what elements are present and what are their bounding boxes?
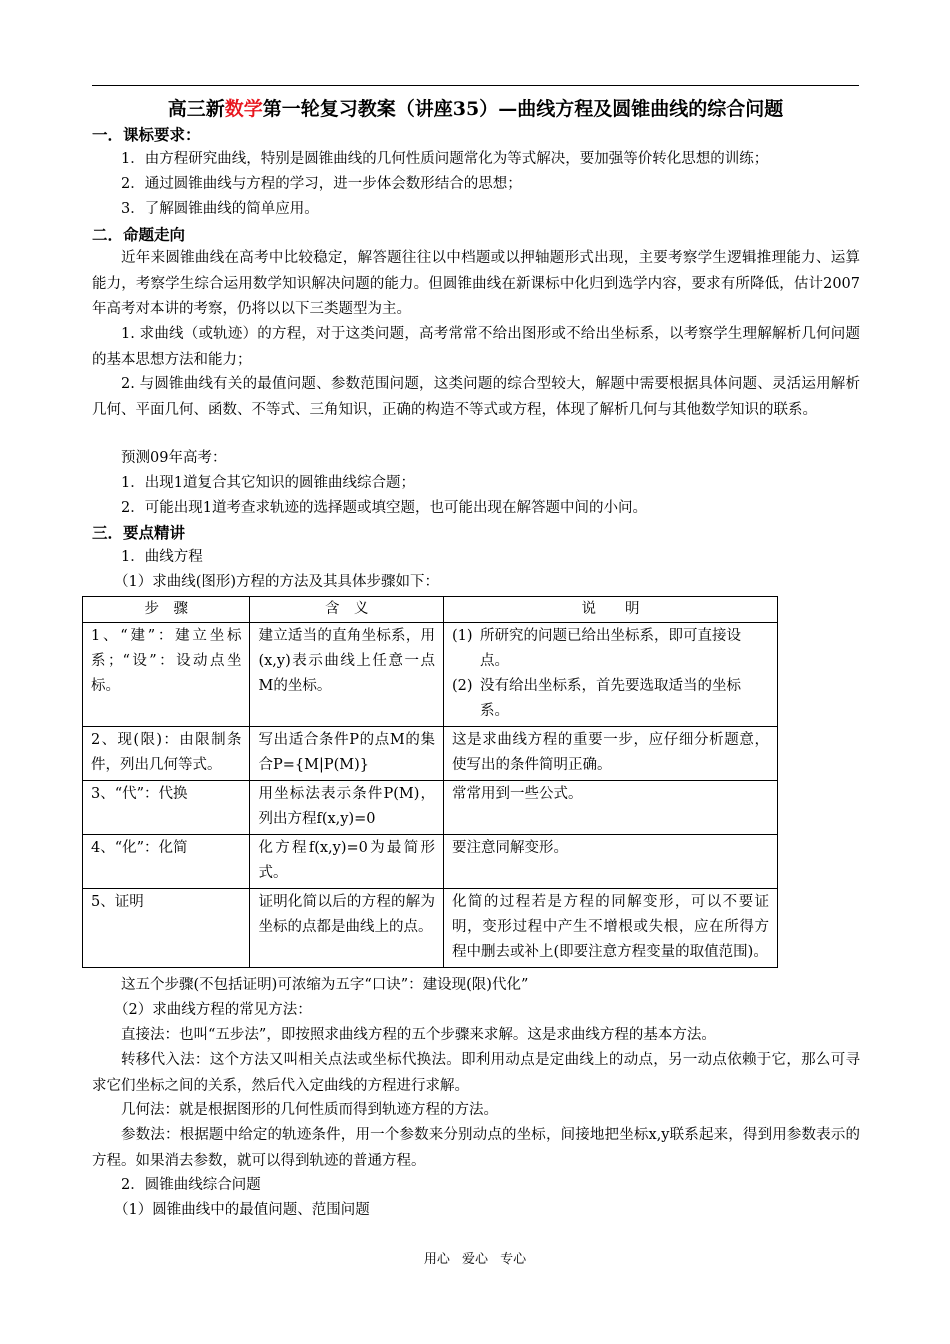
sec2-paragraph-5: 1．出现1道复合其它知识的圆锥曲线综合题； <box>121 475 415 491</box>
table-cell-notes: 要注意同解变形。 <box>444 835 778 889</box>
note-text: 没有给出坐标系，首先要选取适当的坐标系。 <box>480 678 742 719</box>
table-cell-notes: 化简的过程若是方程的同解变形，可以不要证明，变形过程中产生不增根或失根，应在所得方程中删去或补上(即要注意方程变量的取值范围)。 <box>444 889 778 968</box>
table-cell-meaning: 写出适合条件P的点M的集合P={M|P(M)} <box>250 727 444 781</box>
page-footer: 用心 爱心 专心 <box>423 1252 527 1267</box>
section-1-heading: 一．课标要求： <box>92 125 201 144</box>
table-cell-notes: 常常用到一些公式。 <box>444 781 778 835</box>
sec2-paragraph-6: 2．可能出现1道考查求轨迹的选择题或填空题，也可能出现在解答题中间的小问。 <box>121 500 647 516</box>
note-number: (2) <box>452 678 473 694</box>
table-cell-step: 4、“化”：化简 <box>83 835 250 889</box>
table-row <box>83 835 778 889</box>
sec3-sub2-1: （1）圆锥曲线中的最值问题、范围问题 <box>114 1202 370 1218</box>
table-row <box>83 889 778 968</box>
table-row <box>83 623 778 727</box>
after-table-text: 这五个步骤(不包括证明)可浓缩为五字“口诀”：建设现(限)代化” <box>121 977 529 993</box>
header-rule <box>92 85 859 86</box>
sec3-sub1: 1．曲线方程 <box>121 549 203 565</box>
note-text: 所研究的问题已给出坐标系，即可直接设点。 <box>480 628 742 669</box>
method-parameter: 参数法：根据题中给定的轨迹条件，用一个参数来分别动点的坐标，间接地把坐标x,y联系起来，得到用参数表示的方程。如果消去参数，就可以得到轨迹的普通方程。 <box>92 1127 860 1169</box>
sec2-paragraph-3: 2. 与圆锥曲线有关的最值问题、参数范围问题，这类问题的综合型较大，解题中需要根据具体问题、灵活运用解析几何、平面几何、函数、不等式、三角知识，正确的构造不等式或方程，体现了解析几何与其他数学知识的联系。 <box>92 376 860 418</box>
table-cell-notes: 这是求曲线方程的重要一步，应仔细分析题意，使写出的条件简明正确。 <box>444 727 778 781</box>
title-prefix: 高三新 <box>167 98 225 120</box>
steps-table <box>82 596 778 968</box>
method-direct: 直接法：也叫“五步法”，即按照求曲线方程的五个步骤来求解。这是求曲线方程的基本方法。 <box>121 1027 716 1043</box>
section-3-heading: 三．要点精讲 <box>92 523 186 542</box>
sec2-paragraph-1: 近年来圆锥曲线在高考中比较稳定，解答题往往以中档题或以押轴题形式出现，主要考察学生逻辑推理能力、运算能力，考察学生综合运用数学知识解决问题的能力。但圆锥曲线在新课标中化归到选学内容，要求有所降低，估计2007年高考对本讲的考察，仍将以以下三类题型为主。 <box>92 250 860 317</box>
table-cell-meaning: 用坐标法表示条件P(M)，列出方程f(x,y)=0 <box>250 781 444 835</box>
table-cell-step: 2、现(限)：由限制条件，列出几何等式。 <box>83 727 250 781</box>
section-2-heading: 二．命题走向 <box>92 225 186 244</box>
table-header-notes: 说 明 <box>444 597 778 623</box>
method-geometric: 几何法：就是根据图形的几何性质而得到轨迹方程的方法。 <box>121 1102 498 1118</box>
table-cell-step: 5、证明 <box>83 889 250 968</box>
page-title <box>92 96 859 122</box>
note-number: (1) <box>452 628 473 644</box>
method-transfer: 转移代入法：这个方法又叫相关点法或坐标代换法。即利用动点是定曲线上的动点，另一动点依赖于它，那么可寻求它们坐标之间的关系，然后代入定曲线的方程进行求解。 <box>92 1052 860 1094</box>
table-cell-step: 1、“建”：建立坐标系；“设”：设动点坐标。 <box>83 623 250 727</box>
sec3-sub1-2: （2）求曲线方程的常见方法： <box>114 1002 312 1018</box>
sec3-sub2: 2．圆锥曲线综合问题 <box>121 1177 261 1193</box>
table-header-row <box>83 597 778 623</box>
note-list-item <box>452 674 769 724</box>
table-cell-meaning: 建立适当的直角坐标系，用(x,y)表示曲线上任意一点M的坐标。 <box>250 623 444 727</box>
sec1-item-3: 3．了解圆锥曲线的简单应用。 <box>121 201 319 217</box>
table-cell-meaning: 化方程f(x,y)=0为最简形式。 <box>250 835 444 889</box>
table-cell-step: 3、“代”：代换 <box>83 781 250 835</box>
table-cell-meaning: 证明化简以后的方程的解为坐标的点都是曲线上的点。 <box>250 889 444 968</box>
sec2-paragraph-2: 1. 求曲线（或轨迹）的方程，对于这类问题，高考常常不给出图形或不给出坐标系，以考察学生理解解析几何问题的基本思想方法和能力； <box>92 326 860 368</box>
table-row <box>83 781 778 835</box>
table-row <box>83 727 778 781</box>
sec3-sub1-1: （1）求曲线(图形)方程的方法及其具体步骤如下： <box>114 574 440 590</box>
note-list-item <box>452 624 769 674</box>
sec2-paragraph-4: 预测09年高考： <box>121 450 227 466</box>
table-cell-notes <box>444 623 778 727</box>
table-header-meaning: 含 义 <box>250 597 444 623</box>
title-highlight: 数学 <box>224 98 263 120</box>
sec1-item-2: 2．通过圆锥曲线与方程的学习，进一步体会数形结合的思想； <box>121 176 522 192</box>
title-suffix: 第一轮复习教案（讲座35）—曲线方程及圆锥曲线的综合问题 <box>262 98 784 120</box>
table-header-step: 步 骤 <box>83 597 250 623</box>
sec1-item-1: 1．由方程研究曲线，特别是圆锥曲线的几何性质问题常化为等式解决，要加强等价转化思想的训练； <box>121 151 769 167</box>
